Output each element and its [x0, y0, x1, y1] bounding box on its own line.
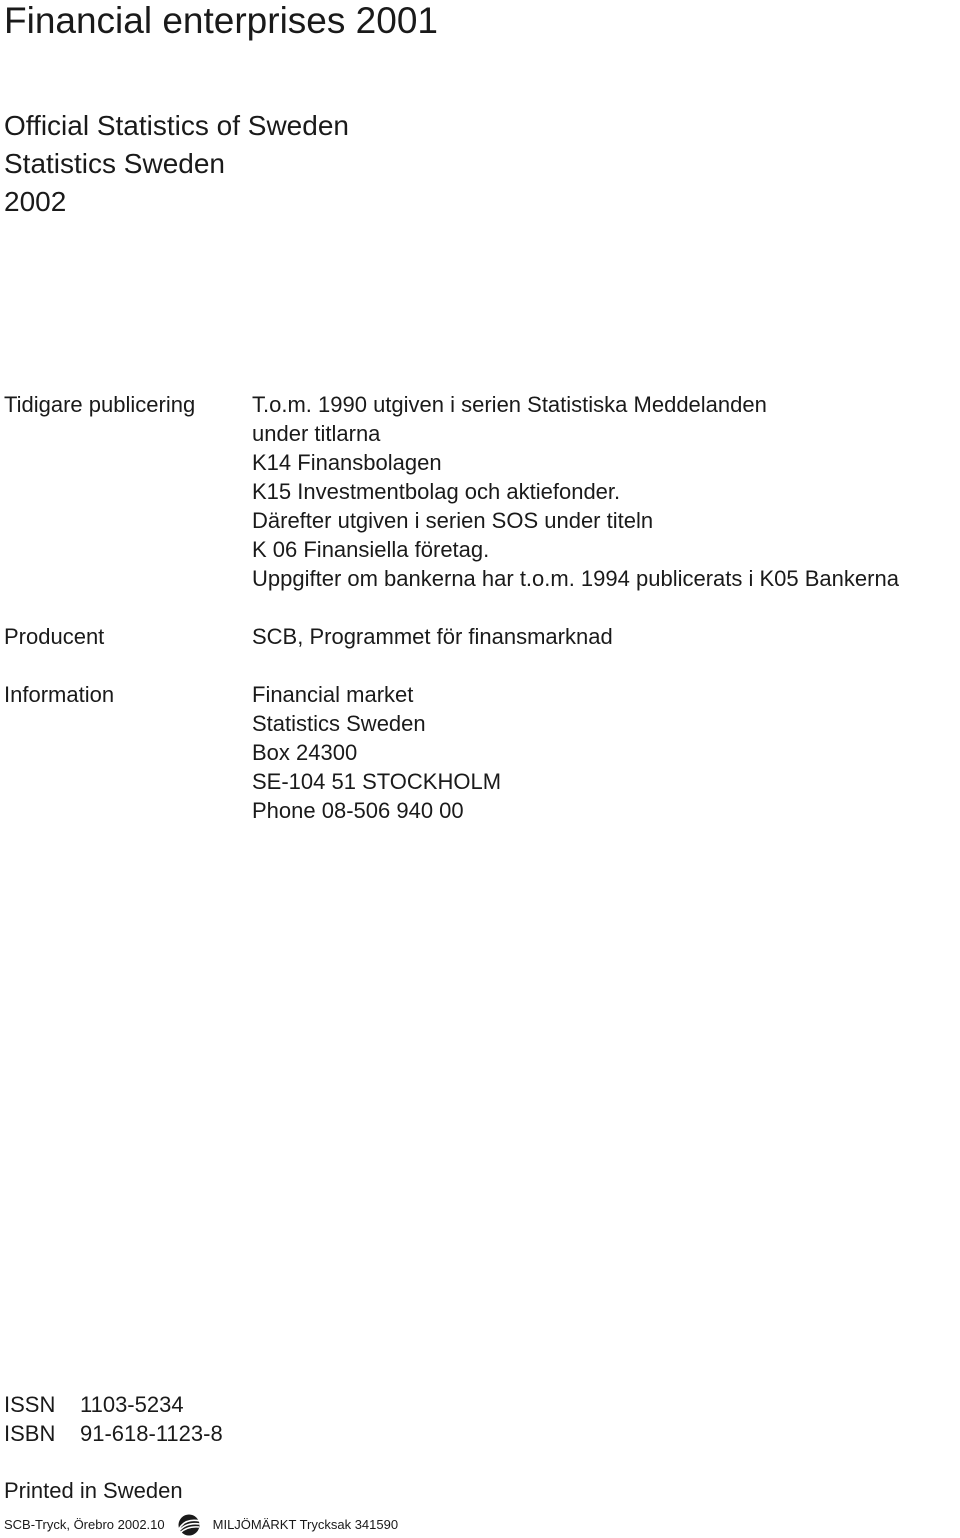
publisher-block: [4, 107, 349, 221]
printed-in: Printed in Sweden: [4, 1478, 183, 1503]
information-line: SE-104 51 STOCKHOLM: [252, 769, 502, 794]
publisher-agency: Statistics Sweden: [4, 148, 225, 179]
previous-publication-line: K15 Investmentbolag och aktiefonder.: [252, 479, 621, 504]
previous-publication-line: Uppgifter om bankerna har t.o.m. 1994 publicerats i K05 Bankerna: [252, 566, 899, 591]
isbn-row: [4, 1419, 223, 1448]
eco-label-text: MILJÖMÄRKT Trycksak 341590: [212, 1517, 399, 1532]
issn-label: ISSN: [4, 1392, 56, 1417]
nordic-swan-ecolabel-icon: [173, 1514, 205, 1536]
publisher-series: Official Statistics of Sweden: [4, 110, 349, 141]
previous-publication-line: under titlarna: [252, 421, 381, 446]
previous-publication-text: [252, 390, 899, 593]
issn-value: 1103-5234: [80, 1392, 184, 1417]
previous-publication-label: Tidigare publicering: [4, 392, 196, 417]
previous-publication-line: K 06 Finansiella företag.: [252, 537, 490, 562]
information-label: Information: [4, 682, 115, 707]
previous-publication-line: T.o.m. 1990 utgiven i serien Statistiska Meddelanden: [252, 392, 767, 417]
printer-info: SCB-Tryck, Örebro 2002.10: [4, 1517, 165, 1532]
information-line: Phone 08-506 940 00: [252, 798, 464, 823]
document-title: Financial enterprises 2001: [4, 0, 438, 41]
information-line: Statistics Sweden: [252, 711, 426, 736]
isbn-value: 91-618-1123-8: [80, 1421, 223, 1446]
isbn-label: ISBN: [4, 1421, 56, 1446]
previous-publication-line: Därefter utgiven i serien SOS under titeln: [252, 508, 654, 533]
information-line: Financial market: [252, 682, 414, 707]
information-address: [252, 680, 501, 825]
issn-row: [4, 1390, 223, 1419]
footer: [4, 1514, 398, 1536]
publication-year: 2002: [4, 186, 67, 217]
identifiers: [4, 1390, 223, 1448]
information-line: Box 24300: [252, 740, 358, 765]
producer-label: Producent: [4, 624, 105, 649]
producer-value: SCB, Programmet för finansmarknad: [252, 624, 613, 649]
previous-publication-line: K14 Finansbolagen: [252, 450, 442, 475]
